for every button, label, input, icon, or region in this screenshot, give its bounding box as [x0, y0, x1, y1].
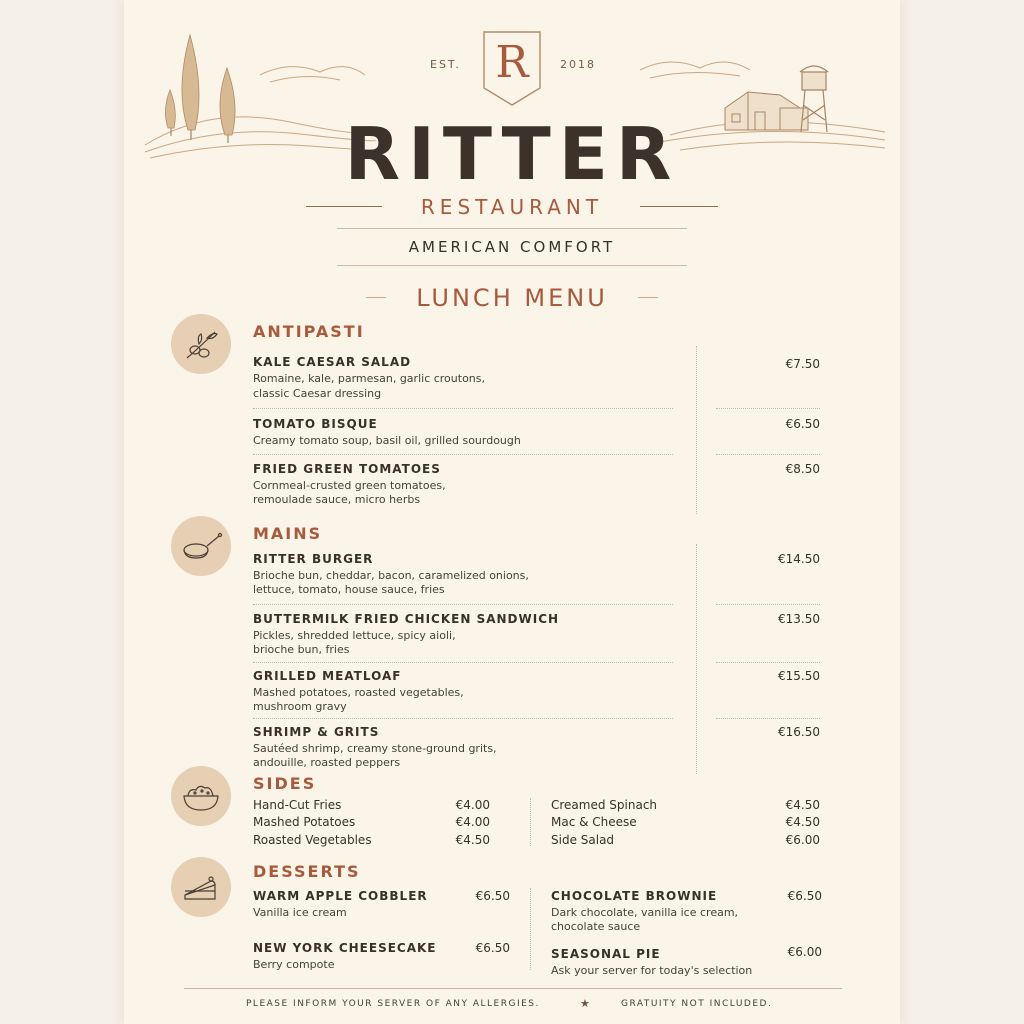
bowl-icon: [171, 766, 231, 826]
item-description: Cornmeal-crusted green tomatoes,: [253, 479, 446, 492]
restaurant-name: RITTER: [344, 112, 680, 196]
column-divider: [696, 346, 697, 514]
side-item-price: €4.00: [455, 815, 490, 829]
item-separator: [253, 454, 673, 455]
item-price: €7.50: [785, 357, 820, 371]
item-price: €6.50: [787, 889, 822, 903]
est-year: 2018: [560, 58, 596, 71]
item-separator: [716, 454, 820, 455]
skillet-icon: [171, 516, 231, 576]
section-title-mains: MAINS: [253, 524, 323, 543]
star-icon: ★: [580, 997, 592, 1010]
est-label: EST.: [430, 58, 461, 71]
item-name: SEASONAL PIE: [551, 947, 661, 961]
item-name: WARM APPLE COBBLER: [253, 889, 428, 903]
column-divider: [696, 544, 697, 774]
item-price: €6.50: [785, 417, 820, 431]
item-description: Ask your server for today's selection: [551, 964, 753, 977]
column-divider: [530, 888, 531, 970]
olive-branch-icon: [171, 314, 231, 374]
item-name: CHOCOLATE BROWNIE: [551, 889, 718, 903]
side-item-name: Mashed Potatoes: [253, 815, 356, 829]
item-price: €15.50: [778, 669, 820, 683]
item-separator: [716, 408, 820, 409]
item-price: €6.00: [787, 945, 822, 959]
item-description: Berry compote: [253, 958, 335, 971]
side-item-price: €4.50: [785, 798, 820, 812]
cake-slice-icon: [171, 857, 231, 917]
section-title-sides: SIDES: [253, 774, 317, 793]
item-description: remoulade sauce, micro herbs: [253, 493, 421, 506]
side-item-name: Creamed Spinach: [551, 798, 658, 812]
side-item-name: Mac & Cheese: [551, 815, 637, 829]
item-description: brioche bun, fries: [253, 643, 350, 656]
item-description: Brioche bun, cheddar, bacon, caramelized onions,: [253, 569, 529, 582]
section-title-antipasti: ANTIPASTI: [253, 322, 365, 341]
item-separator: [253, 604, 673, 605]
item-separator: [716, 718, 820, 719]
item-separator: [253, 718, 673, 719]
item-price: €8.50: [785, 462, 820, 476]
item-description: mushroom gravy: [253, 700, 347, 713]
section-title-desserts: DESSERTS: [253, 862, 361, 881]
item-price: €14.50: [778, 552, 820, 566]
item-description: Vanilla ice cream: [253, 906, 347, 919]
allergy-notice: PLEASE INFORM YOUR SERVER OF ANY ALLERGIES.: [246, 999, 540, 1009]
item-separator: [716, 662, 820, 663]
item-price: €16.50: [778, 725, 820, 739]
item-name: BUTTERMILK FRIED CHICKEN SANDWICH: [253, 612, 560, 626]
item-price: €13.50: [778, 612, 820, 626]
monogram-letter: R: [495, 37, 529, 88]
item-description: chocolate sauce: [551, 920, 641, 933]
item-description: classic Caesar dressing: [253, 387, 382, 400]
side-item-name: Side Salad: [551, 833, 615, 847]
item-name: SHRIMP & GRITS: [253, 725, 380, 739]
item-description: Dark chocolate, vanilla ice cream,: [551, 906, 739, 919]
item-description: lettuce, tomato, house sauce, fries: [253, 583, 445, 596]
item-name: RITTER BURGER: [253, 552, 374, 566]
item-name: TOMATO BISQUE: [253, 417, 378, 431]
item-description: Sautéed shrimp, creamy stone-ground grits,: [253, 742, 497, 755]
menu-title: LUNCH MENU: [416, 284, 608, 312]
side-item-name: Roasted Vegetables: [253, 833, 372, 847]
item-price: €6.50: [475, 941, 510, 955]
divider: [337, 265, 687, 266]
item-description: Creamy tomato soup, basil oil, grilled sourdough: [253, 434, 521, 447]
side-item-price: €4.00: [455, 798, 490, 812]
item-name: FRIED GREEN TOMATOES: [253, 462, 441, 476]
divider: [337, 228, 687, 229]
item-name: NEW YORK CHEESECAKE: [253, 941, 437, 955]
gratuity-notice: GRATUITY NOT INCLUDED.: [621, 999, 773, 1009]
footer-divider: [184, 988, 842, 989]
item-description: andouille, roasted peppers: [253, 756, 401, 769]
item-name: KALE CAESAR SALAD: [253, 355, 412, 369]
item-name: GRILLED MEATLOAF: [253, 669, 402, 683]
item-description: Pickles, shredded lettuce, spicy aioli,: [253, 629, 456, 642]
item-separator: [253, 662, 673, 663]
side-item-price: €4.50: [455, 833, 490, 847]
side-item-name: Hand-Cut Fries: [253, 798, 342, 812]
tagline: AMERICAN COMFORT: [408, 238, 616, 256]
item-price: €6.50: [475, 889, 510, 903]
item-separator: [716, 604, 820, 605]
item-separator: [253, 408, 673, 409]
column-divider: [530, 798, 531, 846]
side-item-price: €6.00: [785, 833, 820, 847]
item-description: Mashed potatoes, roasted vegetables,: [253, 686, 464, 699]
item-description: Romaine, kale, parmesan, garlic croutons,: [253, 372, 486, 385]
side-item-price: €4.50: [785, 815, 820, 829]
restaurant-subtitle: RESTAURANT: [420, 195, 604, 219]
